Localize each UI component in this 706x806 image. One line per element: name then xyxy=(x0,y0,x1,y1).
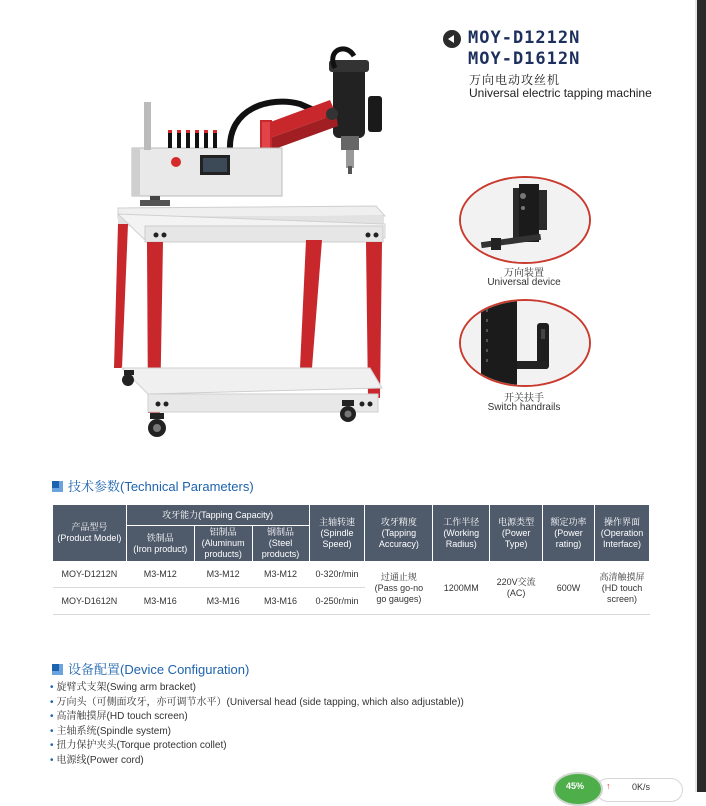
section-square-icon xyxy=(52,664,63,675)
cell-power-rating: 600W xyxy=(543,562,595,615)
model-title-2: MOY-D1612N xyxy=(468,49,581,69)
cell-model: MOY-D1612N xyxy=(53,588,127,615)
header-tapping-capacity: 攻牙能力(Tapping Capacity) xyxy=(126,505,309,526)
bullet-icon: • xyxy=(50,711,54,723)
header-working-radius: 工作半径 (Working Radius) xyxy=(433,505,490,562)
header-operation-interface: 操作界面 (Operation Interface) xyxy=(594,505,649,562)
header-tapping-accuracy: 攻牙精度 (Tapping Accuracy) xyxy=(365,505,433,562)
bullet-icon: • xyxy=(50,682,54,693)
product-title-cn: 万向电动攻丝机 xyxy=(469,73,561,87)
header-spindle-speed: 主轴转速 (Spindle Speed) xyxy=(309,505,365,562)
list-item xyxy=(50,754,464,769)
universal-device-illustration xyxy=(461,178,589,262)
header-product-model: 产品型号 (Product Model) xyxy=(53,505,127,562)
cell-aluminum: M3-M12 xyxy=(194,562,252,588)
universal-device-image xyxy=(459,176,591,264)
switch-handrails-illustration xyxy=(461,301,589,385)
list-item xyxy=(50,696,464,711)
tech-params-title: 技术参数(Technical Parameters) xyxy=(68,479,254,494)
cell-steel: M3-M16 xyxy=(252,588,309,615)
speed-widget-percent: 45% xyxy=(566,781,585,791)
header-power-type: 电源类型 (Power Type) xyxy=(490,505,543,562)
upload-arrow-icon: ↑ xyxy=(606,781,611,791)
list-item-text: 电源线(Power cord) xyxy=(56,754,144,766)
parameters-table xyxy=(52,504,650,615)
cell-steel: M3-M12 xyxy=(252,562,309,588)
list-item xyxy=(50,710,464,725)
right-border xyxy=(697,0,706,792)
universal-device-label-cn: 万向装置 xyxy=(504,268,544,279)
list-item-text: 扭力保护夹头(Torque protection collet) xyxy=(56,740,227,752)
list-item-text: 主轴系统(Spindle system) xyxy=(56,725,171,737)
list-item xyxy=(50,739,464,754)
speed-widget-value: 0K/s xyxy=(632,782,651,792)
tech-params-heading xyxy=(52,476,254,495)
cell-model: MOY-D1212N xyxy=(53,562,127,588)
bullet-icon: • xyxy=(50,696,54,708)
play-icon[interactable] xyxy=(443,30,461,48)
cell-iron: M3-M12 xyxy=(126,562,194,588)
model-title-1: MOY-D1212N xyxy=(468,28,581,48)
device-config-heading xyxy=(52,659,249,678)
cell-power-type: 220V交流 (AC) xyxy=(490,562,543,615)
cell-spindle: 0-320r/min xyxy=(309,562,365,588)
cell-iron: M3-M16 xyxy=(126,588,194,615)
list-item-text: 高清触摸屏(HD touch screen) xyxy=(56,711,188,723)
cell-spindle: 0-250r/min xyxy=(309,588,365,615)
list-item xyxy=(50,725,464,740)
device-config-list xyxy=(50,681,464,769)
cell-interface: 高清触摸屏 (HD touch screen) xyxy=(594,562,649,615)
switch-handrails-label-cn: 开关扶手 xyxy=(504,393,544,404)
bullet-icon: • xyxy=(50,725,54,737)
cell-accuracy: 过通止规 (Pass go-no go gauges) xyxy=(365,562,433,615)
table-row xyxy=(53,562,650,588)
list-item xyxy=(50,681,464,696)
switch-handrails-image xyxy=(459,299,591,387)
section-square-icon xyxy=(52,481,63,492)
header-steel: 钢制品 (Steel products) xyxy=(252,526,309,562)
cell-aluminum: M3-M16 xyxy=(194,588,252,615)
bullet-icon: • xyxy=(50,740,54,752)
header-aluminum: 铝制品 (Aluminum products) xyxy=(194,526,252,562)
switch-handrails-label-en: Switch handrails xyxy=(487,402,561,413)
universal-device-label-en: Universal device xyxy=(487,277,561,288)
header-power-rating: 额定功率 (Power rating) xyxy=(543,505,595,562)
cell-radius: 1200MM xyxy=(433,562,490,615)
product-title-en: Universal electric tapping machine xyxy=(469,86,652,100)
bullet-icon: • xyxy=(50,754,54,766)
list-item-text: 旋臂式支架(Swing arm bracket) xyxy=(56,682,196,693)
tapping-machine-image xyxy=(100,38,400,443)
header-iron: 铁制品 (Iron product) xyxy=(126,526,194,562)
device-config-title: 设备配置(Device Configuration) xyxy=(68,662,250,677)
list-item-text: 万向头（可侧面攻牙，亦可调节水平）(Universal head (side tapping, which also adjustable)) xyxy=(56,696,464,708)
